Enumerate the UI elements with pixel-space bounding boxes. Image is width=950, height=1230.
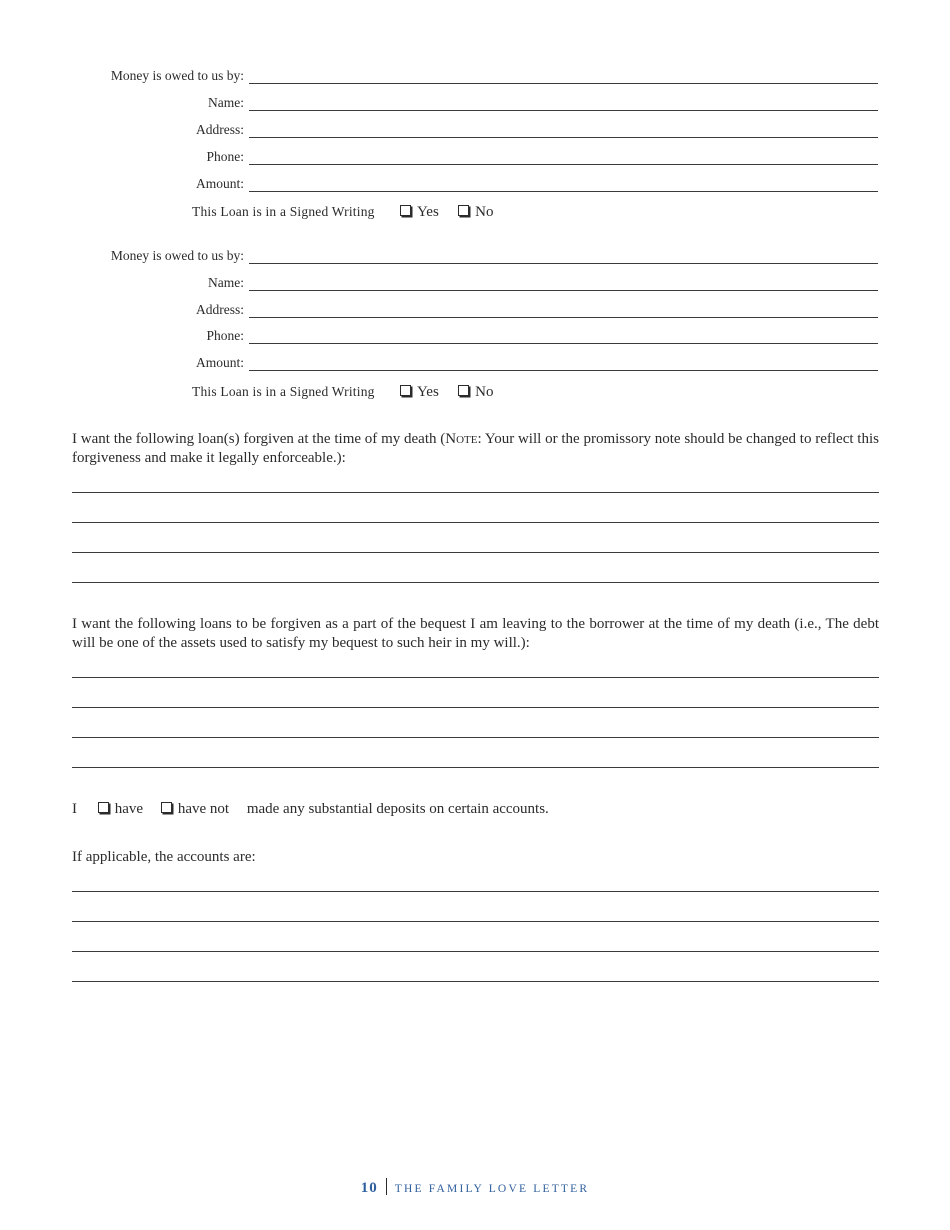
owed-by-row (0, 64, 950, 84)
phone-label: Phone: (206, 149, 244, 164)
page-footer (0, 1178, 950, 1199)
phone-row (0, 145, 950, 165)
no-label: No (475, 384, 494, 400)
forgiven-line-4[interactable] (72, 582, 879, 583)
address-row (0, 298, 950, 318)
have-label: have (114, 801, 144, 817)
have-not-checkbox[interactable] (161, 800, 229, 819)
amount-label: Amount: (195, 176, 244, 191)
bequest-line-2[interactable] (72, 707, 879, 708)
bequest-line-4[interactable] (72, 767, 879, 768)
signed-writing-row (192, 382, 510, 402)
accounts-line-1[interactable] (72, 891, 879, 892)
yes-checkbox[interactable] (400, 202, 439, 222)
name-input[interactable] (249, 110, 878, 111)
have-checkbox[interactable] (98, 800, 143, 819)
forgiven-text-start: I want the following loan(s) forgiven at the time of my death ( (72, 431, 446, 447)
deposits-prefix: I (72, 801, 77, 817)
name-input[interactable] (249, 290, 878, 291)
accounts-line-3[interactable] (72, 951, 879, 952)
name-label: Name: (208, 95, 244, 110)
footer-divider (386, 1178, 387, 1195)
signed-writing-label: This Loan is in a Signed Writing (192, 204, 375, 219)
deposits-suffix: made any substantial deposits on certain accounts. (246, 801, 549, 817)
address-row (0, 118, 950, 138)
phone-row (0, 324, 950, 344)
signed-writing-label: This Loan is in a Signed Writing (192, 384, 375, 399)
deposits-row (72, 800, 549, 819)
owed-by-input[interactable] (249, 83, 878, 84)
yes-label: Yes (416, 204, 439, 220)
forgiven-line-2[interactable] (72, 522, 879, 523)
amount-row (0, 351, 950, 371)
bequest-instructions: I want the following loans to be forgiven as a part of the bequest I am leaving to the borrower at the time of my death (i.e., The debt will be one of the assets used to satisfy my bequest to such heir in my will.): (72, 616, 879, 651)
checkbox-icon (161, 802, 172, 813)
accounts-line-4[interactable] (72, 981, 879, 982)
forgiven-line-3[interactable] (72, 552, 879, 553)
no-checkbox[interactable] (458, 382, 493, 402)
name-row (0, 91, 950, 111)
forgiven-instructions (72, 430, 879, 468)
bequest-line-3[interactable] (72, 737, 879, 738)
checkbox-icon (458, 385, 469, 396)
no-label: No (475, 204, 494, 220)
page-number: 10 (360, 1180, 378, 1196)
footer-title: THE FAMILY LOVE LETTER (394, 1183, 590, 1195)
have-not-label: have not (177, 801, 230, 817)
checkbox-icon (400, 205, 411, 216)
owed-by-label: Money is owed to us by: (110, 68, 244, 83)
phone-input[interactable] (249, 164, 878, 165)
checkbox-icon (458, 205, 469, 216)
checkbox-icon (98, 802, 109, 813)
name-label: Name: (208, 275, 244, 290)
signed-writing-row (192, 202, 510, 222)
amount-label: Amount: (195, 355, 244, 370)
address-input[interactable] (249, 137, 878, 138)
amount-input[interactable] (249, 370, 878, 371)
amount-row (0, 172, 950, 192)
name-row (0, 271, 950, 291)
address-input[interactable] (249, 317, 878, 318)
address-label: Address: (196, 302, 244, 317)
accounts-instructions: If applicable, the accounts are: (72, 849, 256, 865)
phone-label: Phone: (206, 328, 244, 343)
owed-by-row (0, 244, 950, 264)
yes-checkbox[interactable] (400, 382, 439, 402)
forgiven-text-end: : Your will or the promissory note should be changed to reflect this forgiveness and make it legally enforceable.): (72, 431, 879, 466)
bequest-line-1[interactable] (72, 677, 879, 678)
no-checkbox[interactable] (458, 202, 493, 222)
owed-by-input[interactable] (249, 263, 878, 264)
forgiven-line-1[interactable] (72, 492, 879, 493)
address-label: Address: (196, 122, 244, 137)
yes-label: Yes (416, 384, 439, 400)
amount-input[interactable] (249, 191, 878, 192)
accounts-line-2[interactable] (72, 921, 879, 922)
checkbox-icon (400, 385, 411, 396)
owed-by-label: Money is owed to us by: (110, 248, 244, 263)
note-label: Note (445, 431, 478, 447)
phone-input[interactable] (249, 343, 878, 344)
